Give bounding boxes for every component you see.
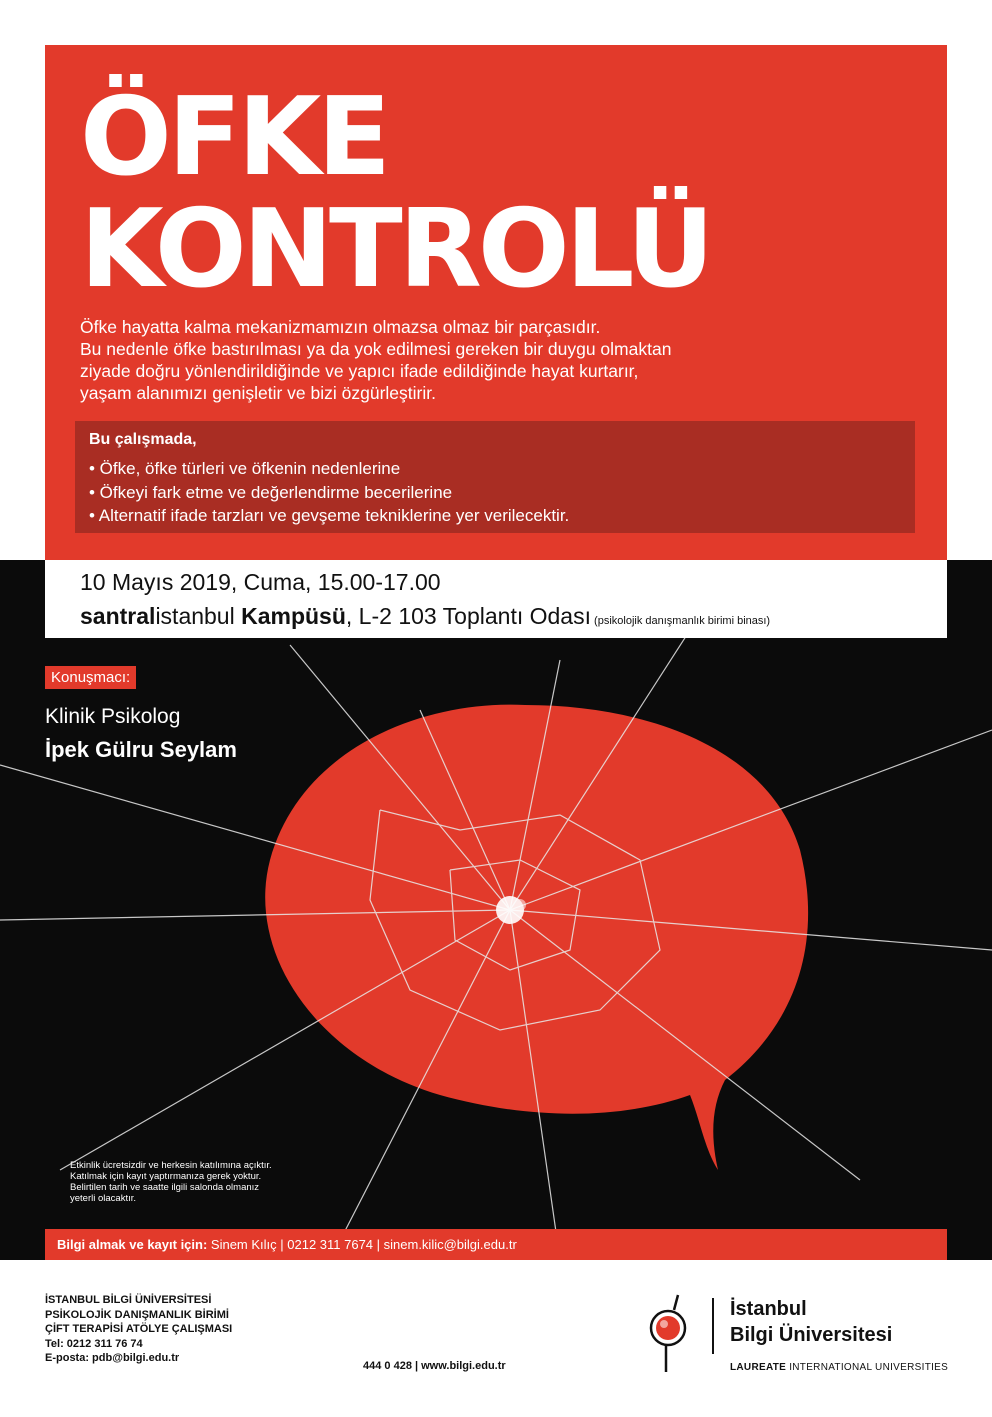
contact-bar	[45, 1229, 947, 1260]
note-line: Etkinlik ücretsizdir ve herkesin katılımına açıktır.	[70, 1160, 272, 1171]
intro-line: yaşam alanımızı genişletir ve bizi özgürleştirir.	[80, 383, 436, 403]
title-line-1: ÖFKE	[80, 75, 388, 200]
footer-phone-web[interactable]: 444 0 428 | www.bilgi.edu.tr	[363, 1360, 506, 1372]
shattered-glass-background	[0, 560, 992, 1260]
footer-line: İSTANBUL BİLGİ ÜNİVERSİTESİ	[45, 1294, 212, 1306]
contact-text	[57, 1237, 517, 1252]
footer-organizer	[45, 1293, 232, 1366]
speech-bubble-illustration	[0, 560, 992, 1260]
note-line: Belirtilen tarih ve saatte ilgili salonda olmanız	[70, 1182, 260, 1193]
note-line: yeterli olacaktır.	[70, 1193, 136, 1204]
speaker-badge: Konuşmacı:	[45, 666, 136, 689]
venue-room: , L-2 103 Toplantı Odası	[345, 603, 591, 629]
intro-line: Bu nedenle öfke bastırılması ya da yok edilmesi gereken bir duygu olmaktan	[80, 339, 672, 359]
title-line-2: KONTROLÜ	[80, 187, 711, 312]
topic-item: • Alternatif ifade tarzları ve gevşeme tekniklerine yer verilecektir.	[89, 506, 570, 525]
attendance-note	[70, 1160, 272, 1204]
logo-divider	[712, 1298, 714, 1354]
intro-line: Öfke hayatta kalma mekanizmamızın olmazsa olmaz bir parçasıdır.	[80, 317, 601, 337]
note-line: Katılmak için kayıt yaptırmanıza gerek yoktur.	[70, 1171, 262, 1182]
intro-line: ziyade doğru yönlendirildiğinde ve yapıcı ifade edildiğinde hayat kurtarır,	[80, 361, 639, 381]
laureate-rest: INTERNATIONAL UNIVERSITIES	[786, 1362, 949, 1373]
venue-campus: Kampüsü	[241, 603, 346, 629]
bilgi-logo-icon	[640, 1290, 700, 1380]
venue-brand: santral	[80, 603, 156, 629]
footer-email[interactable]: E-posta: pdb@bilgi.edu.tr	[45, 1352, 180, 1364]
topic-item: • Öfkeyi fark etme ve değerlendirme becerilerine	[89, 482, 453, 502]
footer-phone: Tel: 0212 311 76 74	[45, 1337, 143, 1350]
venue-note: (psikolojik danışmanlık birimi binası)	[590, 615, 771, 627]
footer-line: PSİKOLOJİK DANIŞMANLIK BİRİMİ	[45, 1308, 229, 1321]
laureate-bold: LAUREATE	[730, 1362, 787, 1373]
logo-text-line3	[730, 1362, 948, 1373]
speaker-name: İpek Gülru Seylam	[45, 737, 237, 762]
intro-paragraph	[80, 316, 840, 404]
poster-title	[80, 75, 711, 312]
topics-title: Bu çalışmada,	[89, 431, 197, 448]
event-details-bar	[45, 560, 947, 638]
logo-text-line1: İstanbul	[730, 1298, 807, 1320]
topics-list	[89, 457, 569, 528]
contact-details[interactable]: Sinem Kılıç | 0212 311 7674 | sinem.kilic@bilgi.edu.tr	[207, 1237, 517, 1252]
topic-item: • Öfke, öfke türleri ve öfkenin nedenlerine	[89, 459, 401, 478]
event-date-time: 10 Mayıs 2019, Cuma, 15.00-17.00	[80, 569, 441, 595]
event-venue	[80, 603, 770, 630]
topics-box	[75, 421, 915, 533]
contact-label: Bilgi almak ve kayıt için:	[57, 1237, 208, 1252]
footer-line: ÇİFT TERAPİSİ ATÖLYE ÇALIŞMASI	[45, 1323, 233, 1335]
logo-text-line2: Bilgi Üniversitesi	[730, 1324, 893, 1346]
venue-city: istanbul	[155, 603, 235, 629]
speaker-role: Klinik Psikolog	[45, 705, 181, 728]
